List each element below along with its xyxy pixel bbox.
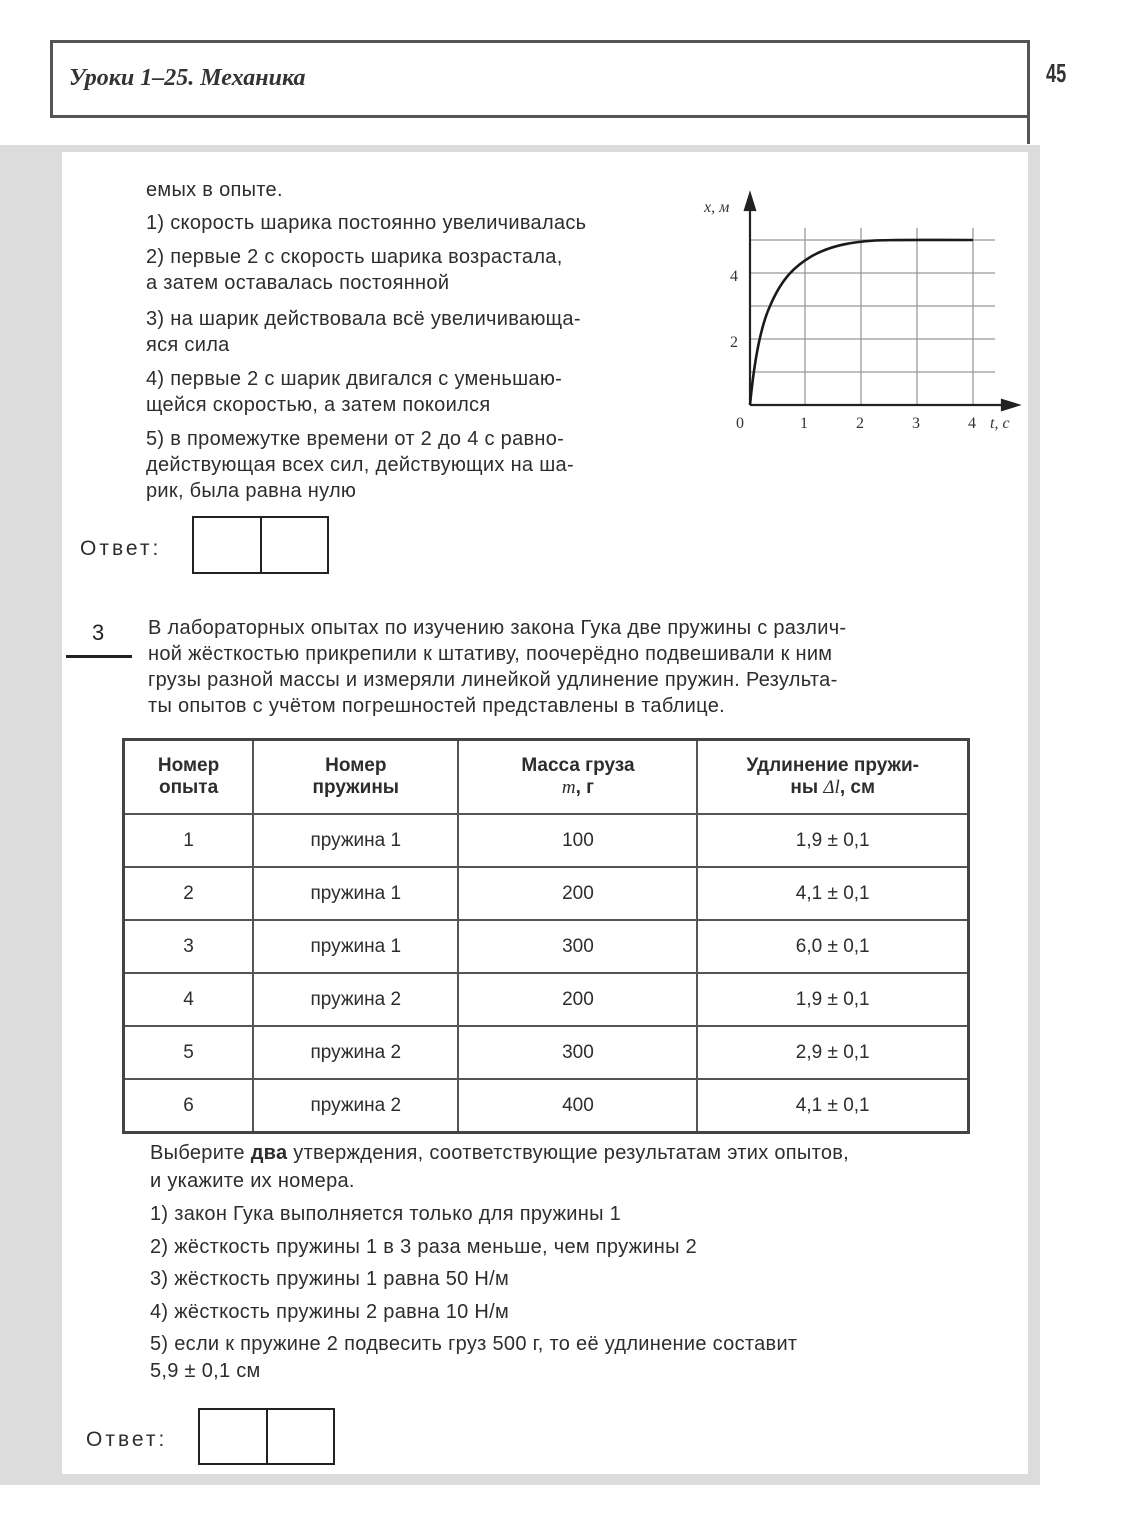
task2-option-4-line2: щейся скоростью, а затем покоился <box>146 394 491 416</box>
x-tick-3: 3 <box>912 415 920 432</box>
cell-experiment: 6 <box>124 1079 254 1133</box>
cell-spring: пружина 1 <box>253 867 458 920</box>
chart-grid <box>750 228 995 405</box>
task2-option-5-line1: 5) в промежутке времени от 2 до 4 с равно- <box>146 428 565 450</box>
cell-experiment: 3 <box>124 920 254 973</box>
cell-experiment: 2 <box>124 867 254 920</box>
answer-box-task2[interactable] <box>192 516 329 574</box>
task2-option-4-line1: 4) первые 2 с шарик двигался с уменьшаю- <box>146 368 563 390</box>
task3-intro-line1: В лабораторных опытах по изучению закона Гука две пружины с различ- <box>148 617 847 639</box>
x-axis-arrow-icon <box>1002 400 1018 410</box>
table-row <box>124 920 969 973</box>
position-time-graph <box>690 188 1030 438</box>
table-row <box>124 973 969 1026</box>
header-mass: Масса груза m, г <box>458 740 697 815</box>
y-axis-arrow-icon <box>745 194 755 210</box>
intro-tail: емых в опыте. <box>146 179 283 201</box>
y-axis-label: x, м <box>704 199 730 216</box>
task3-option-5-line2: 5,9 ± 0,1 см <box>150 1360 261 1382</box>
chart-axes <box>745 194 1018 410</box>
cell-mass: 400 <box>458 1079 697 1133</box>
task2-option-5-line2: действующая всех сил, действующих на ша- <box>146 454 574 476</box>
task2-option-3-line2: яся сила <box>146 334 230 356</box>
task3-intro-line3: грузы разной массы и измеряли линейкой удлинение пружин. Результа- <box>148 669 838 691</box>
cell-spring: пружина 1 <box>253 920 458 973</box>
header-spring-number: Номер пружины <box>253 740 458 815</box>
answer-label-task3: Ответ: <box>86 1428 168 1451</box>
section-title: Уроки 1–25. Механика <box>69 65 306 91</box>
task2-option-2-line1: 2) первые 2 с скорость шарика возрастала, <box>146 246 563 268</box>
answer-cell-1[interactable] <box>200 1410 268 1463</box>
task3-prompt: Выберите два утверждения, соответствующие результатам этих опытов, <box>150 1142 850 1164</box>
task3-prompt-line2: и укажите их номера. <box>150 1170 355 1192</box>
task3-option-5: 5) если к пружине 2 подвесить груз 500 г, то её удлинение составит <box>150 1333 798 1355</box>
x-axis-label: t, с <box>990 415 1010 432</box>
task2-option-1: 1) скорость шарика постоянно увеличивалась <box>146 212 587 234</box>
header-elongation: Удлинение пружи- ны Δl, см <box>697 740 968 815</box>
task3-intro-line4: ты опытов с учётом погрешностей представлены в таблице. <box>148 695 725 717</box>
cell-elongation: 4,1 ± 0,1 <box>697 1079 968 1133</box>
results-table <box>122 738 970 1134</box>
task3-option-4: 4) жёсткость пружины 2 равна 10 Н/м <box>150 1301 510 1323</box>
cell-mass: 200 <box>458 867 697 920</box>
cell-elongation: 1,9 ± 0,1 <box>697 814 968 867</box>
cell-elongation: 2,9 ± 0,1 <box>697 1026 968 1079</box>
table-row <box>124 1026 969 1079</box>
task-number: 3 <box>92 620 105 645</box>
task3-option-2: 2) жёсткость пружины 1 в 3 раза меньше, чем пружины 2 <box>150 1236 698 1258</box>
cell-experiment: 4 <box>124 973 254 1026</box>
cell-spring: пружина 2 <box>253 973 458 1026</box>
answer-cell-2[interactable] <box>262 518 328 572</box>
cell-mass: 100 <box>458 814 697 867</box>
cell-spring: пружина 2 <box>253 1079 458 1133</box>
header-experiment-number: Номер опыта <box>124 740 254 815</box>
cell-elongation: 1,9 ± 0,1 <box>697 973 968 1026</box>
answer-cell-1[interactable] <box>194 518 262 572</box>
page-number: 45 <box>1046 58 1067 88</box>
table-row <box>124 867 969 920</box>
table-header-row <box>124 740 969 815</box>
task2-option-3-line1: 3) на шарик действовала всё увеличивающа- <box>146 308 581 330</box>
cell-elongation: 6,0 ± 0,1 <box>697 920 968 973</box>
task3-intro-line2: ной жёсткостью прикрепили к штативу, поочерёдно подвешивали к ним <box>148 643 833 665</box>
cell-spring: пружина 1 <box>253 814 458 867</box>
cell-mass: 300 <box>458 920 697 973</box>
y-tick-4: 4 <box>730 268 738 285</box>
header-divider <box>1027 116 1030 144</box>
x-tick-2: 2 <box>856 415 864 432</box>
task2-option-2-line2: а затем оставалась постоянной <box>146 272 450 294</box>
task-number-rule <box>66 655 132 658</box>
answer-label-task2: Ответ: <box>80 537 162 560</box>
x-tick-1: 1 <box>800 415 808 432</box>
x-tick-4: 4 <box>968 415 976 432</box>
cell-mass: 200 <box>458 973 697 1026</box>
running-header <box>50 40 1030 118</box>
cell-experiment: 5 <box>124 1026 254 1079</box>
task2-option-5-line3: рик, была равна нулю <box>146 480 357 502</box>
cell-experiment: 1 <box>124 814 254 867</box>
cell-elongation: 4,1 ± 0,1 <box>697 867 968 920</box>
cell-mass: 300 <box>458 1026 697 1079</box>
answer-cell-2[interactable] <box>268 1410 334 1463</box>
task3-option-3: 3) жёсткость пружины 1 равна 50 Н/м <box>150 1268 510 1290</box>
table-row <box>124 1079 969 1133</box>
task3-option-1: 1) закон Гука выполняется только для пружины 1 <box>150 1203 622 1225</box>
table-row <box>124 814 969 867</box>
x-tick-0: 0 <box>736 415 744 432</box>
cell-spring: пружина 2 <box>253 1026 458 1079</box>
answer-box-task3[interactable] <box>198 1408 335 1465</box>
y-tick-2: 2 <box>730 334 738 351</box>
